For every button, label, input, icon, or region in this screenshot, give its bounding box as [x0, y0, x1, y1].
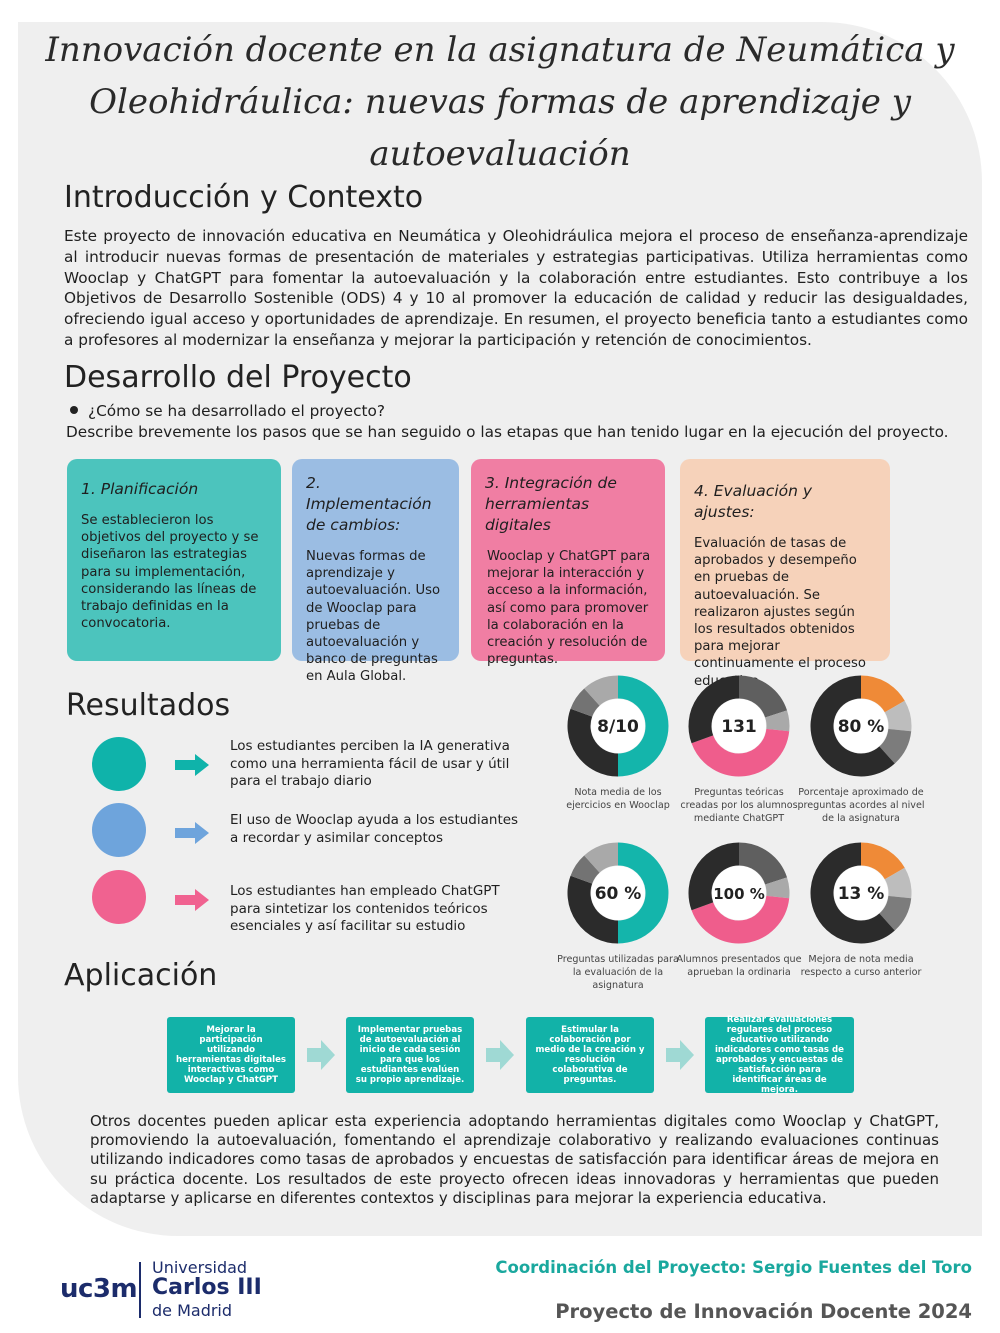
- bullet-dot: [70, 406, 78, 414]
- page-title-line-1: Innovación docente en la asignatura de Neumática y: [45, 30, 955, 70]
- donut-segment: [895, 707, 900, 731]
- donut-segment: [592, 854, 618, 864]
- kpi-caption: Preguntas teóricas creadas por los alumnos mediante ChatGPT: [680, 787, 798, 824]
- kpi-value: 131: [721, 717, 757, 737]
- logo-line-1: Universidad: [152, 1258, 248, 1277]
- result-circle: [92, 803, 146, 857]
- kpi-value: 13 %: [837, 884, 885, 904]
- stage-card: [471, 459, 665, 668]
- arrow-right-icon: [175, 889, 209, 911]
- donut-segment: [581, 697, 592, 713]
- uc3m-logo: [60, 1256, 270, 1322]
- donut-ring: [809, 674, 913, 778]
- kpi-card: [674, 674, 804, 825]
- donut-segment: [592, 687, 618, 697]
- donut-segment: [581, 864, 592, 880]
- donut-segment: [887, 730, 900, 755]
- result-text: El uso de Wooclap ayuda a los estudiantes a recordar y asimilar conceptos: [230, 812, 519, 846]
- donut-ring: [566, 841, 670, 945]
- kpi-value: 80 %: [837, 717, 885, 737]
- desarrollo-heading: Desarrollo del Proyecto: [64, 360, 412, 395]
- aplicacion-heading: Aplicación: [64, 958, 218, 993]
- logo-divider: [139, 1262, 141, 1318]
- kpi-caption: Porcentaje aproximado de preguntas acordes al nivel de la asignatura: [797, 787, 925, 824]
- intro-heading: Introducción y Contexto: [64, 180, 424, 215]
- kpi-card: [674, 841, 804, 979]
- stage-body: Se establecieron los objetivos del proyecto y se diseñaron las estrategias para su implementación, considerando las líneas de trabajo definidas en la convocatoria.: [81, 513, 259, 632]
- logo-line-3: de Madrid: [152, 1301, 233, 1320]
- kpi-caption: Preguntas utilizadas para la evaluación de la asignatura: [557, 954, 679, 991]
- stage-title: 4. Evaluación y ajustes:: [694, 482, 813, 521]
- kpi-caption: Alumnos presentados que aprueban la ordinaria: [676, 954, 802, 978]
- page-title: [30, 24, 970, 180]
- kpi-caption: Mejora de nota media respecto a curso anterior: [800, 954, 922, 978]
- kpi-value: 100 %: [713, 885, 765, 903]
- stage-title: 1. Planificación: [81, 480, 199, 498]
- arrow-right-icon: [175, 754, 209, 776]
- result-circle: [92, 870, 146, 924]
- stage-body: Wooclap y ChatGPT para mejorar la interacción y acceso a la información, así como para promover la colaboración en la creación y resolución de preguntas.: [487, 549, 651, 668]
- arrow-right-icon: [175, 822, 209, 844]
- flow-step: Realizar evaluaciones regulares del proceso educativo utilizando indicadores como tasas de aprobados y encuestas de satisfacción para identificar áreas de mejora.: [705, 1017, 854, 1093]
- result-text: Los estudiantes han empleado ChatGPT para sintetizar los contenidos teóricos esenciales y así facilitar su estudio: [230, 883, 500, 934]
- stage-card: [67, 459, 281, 661]
- donut-segment: [895, 874, 900, 898]
- logo-line-2: Carlos III: [152, 1275, 262, 1300]
- coordination-text: Coordinación del Proyecto: Sergio Fuentes del Toro: [495, 1258, 972, 1277]
- flow-arrow-icon: [307, 1040, 335, 1070]
- kpi-card: [796, 674, 926, 825]
- kpi-value: 8/10: [597, 717, 639, 737]
- stage-body: Nuevas formas de aprendizaje y autoevaluación. Uso de Wooclap para pruebas de autoevaluación y banco de preguntas en Aula Global.: [306, 549, 441, 685]
- stage-card: [680, 459, 890, 689]
- kpi-card: [553, 841, 683, 992]
- logo-short: uc3m: [60, 1274, 138, 1304]
- result-circle: [92, 737, 146, 791]
- kpi-caption: Nota media de los ejercicios en Wooclap: [566, 787, 670, 811]
- flow-arrow-icon: [666, 1040, 694, 1070]
- flow-arrow-icon: [486, 1040, 514, 1070]
- project-title: Proyecto de Innovación Docente 2024: [555, 1300, 972, 1323]
- desarrollo-question: [66, 402, 385, 420]
- desarrollo-question-text: ¿Cómo se ha desarrollado el proyecto?: [88, 402, 385, 420]
- desarrollo-description: Describe brevemente los pasos que se han seguido o las etapas que han tenido lugar en la ejecución del proyecto.: [66, 423, 949, 441]
- flow-step: Implementar pruebas de autoevaluación al inicio de cada sesión para que los estudiantes evalúen su propio aprendizaje.: [346, 1017, 474, 1093]
- donut-segment: [776, 881, 778, 897]
- donut-segment: [776, 714, 778, 730]
- donut-ring: [566, 674, 670, 778]
- intro-text: Este proyecto de innovación educativa en Neumática y Oleohidráulica mejora el proceso de enseñanza-aprendizaje al introducir nuevas formas de presentación de materiales y estrategias participativas. Utiliza herramientas como Wooclap y ChatGPT para fomentar la autoevaluación y la colaboración entre estudiantes. Esto contribuye a los Objetivos de Desarrollo Sostenible (ODS) 4 y 10 al promover la educación de calidad y reducir las desigualdades, ofreciendo igual acceso y oportunidades de aprendizaje. En resumen, el proyecto beneficia tanto a estudiantes como a profesores al modernizar la enseñanza y mejorar la participación y retención de conocimientos.: [64, 227, 968, 349]
- kpi-card: [553, 674, 683, 812]
- result-text: Los estudiantes perciben la IA generativa como una herramienta fácil de usar y útil para el trabajo diario: [230, 738, 510, 789]
- resultados-heading: Resultados: [66, 688, 231, 723]
- kpi-card: [796, 841, 926, 979]
- flow-step: Mejorar la participación utilizando herramientas digitales interactivas como Wooclap y ChatGPT: [167, 1017, 295, 1093]
- donut-ring: [809, 841, 913, 945]
- donut-segment: [887, 897, 900, 922]
- stage-title: 2. Implementación de cambios:: [306, 474, 432, 534]
- aplicacion-text: Otros docentes pueden aplicar esta experiencia adoptando herramientas digitales como Wooclap y ChatGPT, promoviendo la autoevaluación, fomentando el aprendizaje colaborativo y realizando evaluaciones continuas utilizando indicadores como tasas de aprobados y encuestas de satisfacción para identificar áreas de mejora en su práctica docente. Los resultados de este proyecto ofrecen ideas innovadoras y herramientas que pueden adaptarse y aplicarse en diferentes contextos y disciplinas para mejorar la experiencia educativa.: [90, 1112, 939, 1207]
- stage-title: 3. Integración de herramientas digitales: [485, 474, 617, 534]
- donut-ring: [687, 674, 791, 778]
- stage-body: Evaluación de tasas de aprobados y desempeño en pruebas de autoevaluación. Se realizaron ajustes según los resultados obtenidos para mejorar continuamente el proceso educativo.: [694, 536, 866, 689]
- page-title-line-2: Oleohidráulica: nuevas formas de aprendizaje y autoevaluación: [89, 82, 911, 174]
- donut-ring: [687, 841, 791, 945]
- flow-step: Estimular la colaboración por medio de la creación y resolución colaborativa de preguntas.: [526, 1017, 654, 1093]
- stage-card: [292, 459, 459, 685]
- kpi-value: 60 %: [594, 884, 642, 904]
